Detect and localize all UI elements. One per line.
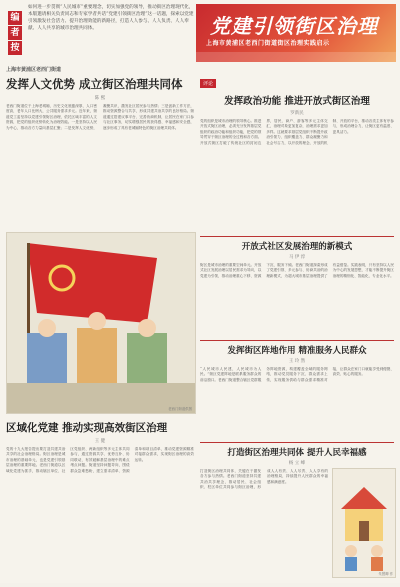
side-article-2-title: 发挥街区阵地作用 精准服务人民群众 bbox=[227, 346, 367, 356]
side-article-2 bbox=[200, 344, 394, 445]
side-article-2-body: “人民城市人民建，人民城市为人民。”街区党建阵地是联系服务群众的前沿窗口。老西门街道整合辖区党群服务阵地资源，构建覆盖全域的服务网络，推动党员服务下沉、群众需求上传，实现服务供给与群众需求精准对接，让群众在家门口就能享受到便捷、高效、贴心的服务。 bbox=[200, 367, 394, 382]
side-article-1-title: 开放式社区发展治理的新模式 bbox=[241, 242, 353, 252]
seal-char: 按 bbox=[8, 41, 22, 55]
illustration-1-caption: 老西门街道供图 bbox=[168, 407, 192, 411]
seal-char: 编 bbox=[8, 11, 22, 25]
page-banner bbox=[196, 4, 396, 62]
banner-subtitle: 上海市黄浦区老西门街道街区治理实践启示 bbox=[206, 40, 330, 47]
cartoon-illustration bbox=[333, 469, 395, 577]
article-1-author: 陈 熙 bbox=[94, 96, 106, 101]
commentary-author: 罗新民 bbox=[290, 111, 304, 116]
commentary-tag: 评论 bbox=[200, 79, 216, 88]
illustration-cartoon bbox=[332, 468, 396, 578]
article-1-kicker: 上海市黄浦区老西门街道 bbox=[6, 67, 62, 73]
article-1-title: 发挥人文优势 成立街区治理共同体 bbox=[6, 77, 183, 91]
side-article-3-title: 打造街区治理共同体 提升人民幸福感 bbox=[227, 448, 367, 458]
article-1 bbox=[6, 66, 194, 234]
side-article-2-author: 王 玲 然 bbox=[288, 359, 306, 364]
seal-char: 者 bbox=[8, 26, 22, 40]
side-article-1 bbox=[200, 240, 394, 345]
article-2-body: 党的十九大报告提出要打造共建共治共享的社会治理格局。街区治理是城市治理的基础单元，也是党建引领基层治理的重要阵地。老西门街道以区域化党建为抓手，推动辖区单位、社区党组织、两新组织等多元主体共同参与，通过资源共享、优势互补、协同联动，有效破解基层治理中的难点堵点问题。街道坚持问题导向，围绕群众急难愁盼，建立需求清单、资源清单和项目清单，推动党建资源精准对接群众需求，实现街区治理的高效运转。 bbox=[6, 447, 194, 473]
side-article-3-author: 杨 立 峰 bbox=[288, 461, 306, 466]
side-article-3-body: 打造街区治理共同体，关键在于激发各方参与热情。老西门街道坚持共建共治共享理念，推动居民、社会组织、驻区单位共同参与街区治理，形成人人有责、人人尽责、人人享有的治理格局，持续提升人民群众的幸福感和满意度。 bbox=[200, 469, 328, 490]
banner-title: 党建引领街区治理 bbox=[210, 14, 378, 38]
banner-stripe bbox=[196, 52, 396, 62]
editor-note bbox=[6, 4, 194, 62]
divider bbox=[200, 236, 394, 237]
article-1-body: 老西门街道位于上海老城厢，历史文化底蕴深厚，人口密度高，老年人口比例大，公共服务需求多元。近年来，街道党工委坚持以党建引领街区治理，依托区域丰富的人文资源，把党的组织优势转化为治理效能。一是坚持以人民为中心，推动各方力量向基层汇聚；二是发挥人文优势，凝聚共识，激发社区居民参与热情；三是创新工作方法，推动资源整合与共享，形成共建共治共享的良好格局。街道通过搭建议事平台、完善协商机制，让居民在家门口参与社区事务，切实增强居民的获得感、幸福感和安全感，逐步形成了具有老城厢特色的街区治理共同体。 bbox=[6, 104, 194, 130]
commentary-section bbox=[200, 70, 394, 264]
editor-note-text: 如何进一步贯彻“人民城市”重要理念，切实加强党的领导，推动街区治理现代化，本版邀请相关负责同志和专家学者共话“党建引领街区治理”这一话题，探索以党建引领激发社会活力、提升治理效能的新路径，打造人人参与、人人负责、人人奉献、人人共享的城市治理共同体。 bbox=[28, 5, 194, 31]
illustration-3-caption: 朱慧卿 作 bbox=[378, 572, 393, 576]
side-article-1-author: 马 伊 淳 bbox=[288, 255, 306, 260]
article-2-author: 王 健 bbox=[94, 439, 106, 444]
editor-note-seal bbox=[6, 10, 24, 58]
commentary-body: 党的组织是城市治理的领导核心。推进开放式街区治理，必须充分发挥基层党组织的政治功能和组织功能，把党的领导贯穿于街区治理的全过程和各方面。开放式街区打破了传统社区的封闭边界，居民、商户、游客等多元主体交汇，治理对象更加复杂，治理需求更加多样。这就要求基层党组织不断提升政治引领力、组织覆盖力、群众凝聚力和社会号召力，以开放的理念、开放的机制、开放的平台，推动各类主体有序参与，形成治理合力，让街区更有温度、更具活力。 bbox=[200, 119, 394, 145]
illustration-party-flag bbox=[6, 232, 196, 414]
divider bbox=[200, 340, 394, 341]
party-flag-illustration bbox=[7, 233, 195, 413]
divider bbox=[200, 442, 394, 443]
article-2-title: 区域化党建 推动实现高效街区治理 bbox=[6, 422, 168, 434]
commentary-title: 发挥政治功能 推进开放式街区治理 bbox=[224, 96, 370, 107]
side-article-1-body: 街区是城市治理的重要空间单元。开放式社区发展治理以居民需求为导向，以党建为引领，推动治理重心下移、资源下沉、服务下倾。老西门街道探索形成了党建引领、多元参与、协商共治的治理新模式，为超大城市基层治理提供了有益借鉴。实践表明，只有坚持以人民为中心的发展思想，才能不断提升街区治理的精细化、智能化、专业化水平。 bbox=[200, 263, 394, 278]
article-2 bbox=[6, 420, 194, 587]
